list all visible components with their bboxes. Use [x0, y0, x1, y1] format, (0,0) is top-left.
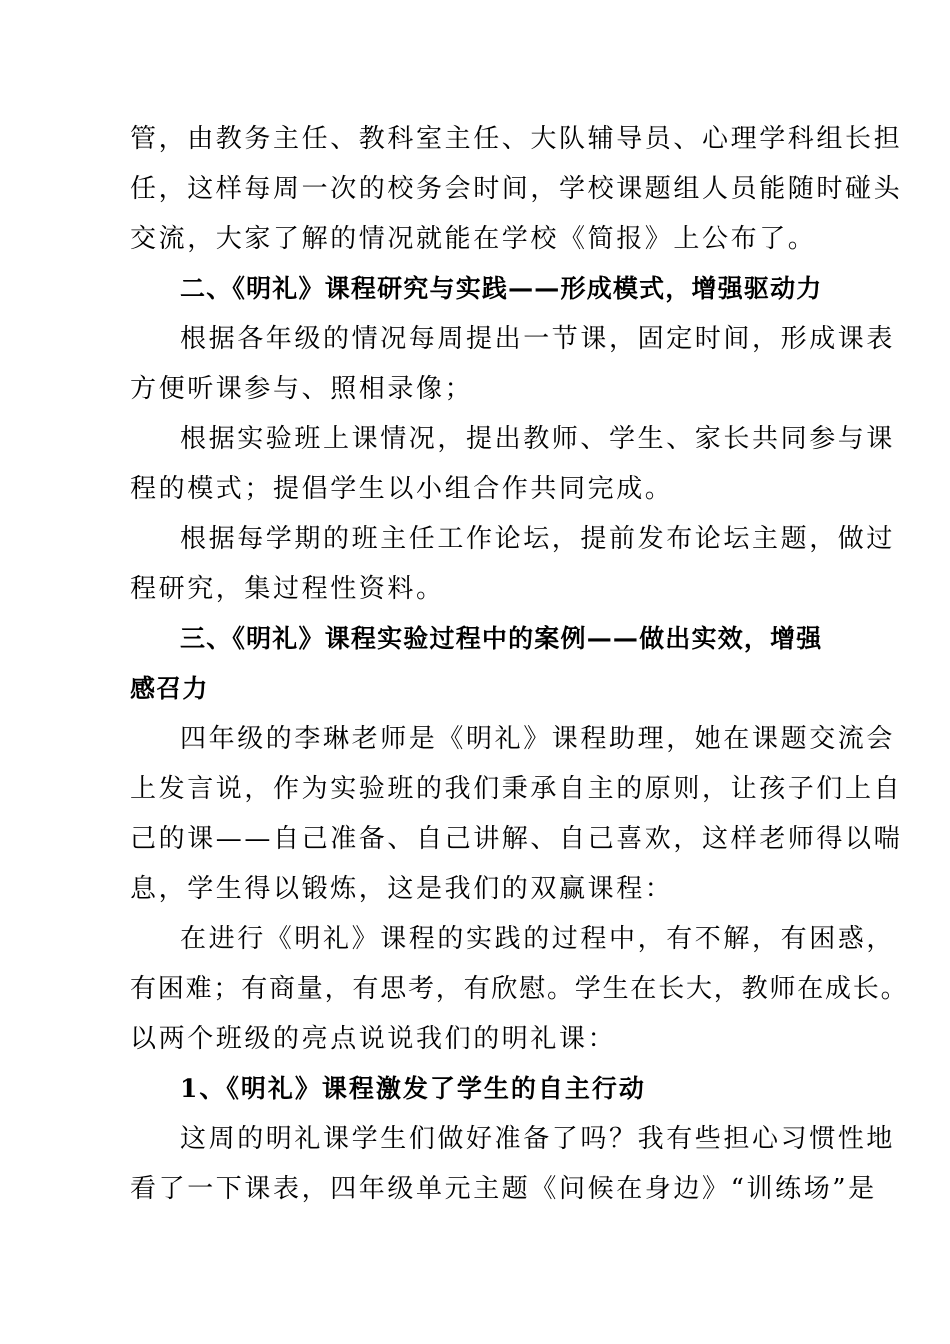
body-text-line: 管，由教务主任、教科室主任、大队辅导员、心理学科组长担 — [130, 124, 903, 154]
section-heading-2: 二、《明礼》课程研究与实践——形成模式，增强驱动力 — [180, 274, 823, 303]
body-text-line: 根据每学期的班主任工作论坛，提前发布论坛主题，做过 — [180, 524, 896, 554]
body-text-line: 这周的明礼课学生们做好准备了吗？我有些担心习惯性地 — [180, 1124, 896, 1154]
body-text-line: 交流，大家了解的情况就能在学校《简报》上公布了。 — [130, 224, 817, 254]
body-text-line: 方便听课参与、照相录像； — [130, 374, 474, 404]
body-text-line: 根据实验班上课情况，提出教师、学生、家长共同参与课 — [180, 424, 896, 454]
body-text-line: 以两个班级的亮点说说我们的明礼课： — [130, 1024, 617, 1054]
body-text-line: 根据各年级的情况每周提出一节课，固定时间，形成课表 — [180, 324, 896, 354]
body-text-line: 有困难；有商量，有思考，有欣慰。学生在长大，教师在成长。 — [130, 974, 909, 1004]
section-heading-3-continued: 感召力 — [130, 674, 209, 703]
body-text-line: 程研究，集过程性资料。 — [130, 574, 445, 604]
body-text-line: 在进行《明礼》课程的实践的过程中，有不解，有困惑， — [180, 924, 896, 954]
body-text-line: 四年级的李琳老师是《明礼》课程助理，她在课题交流会 — [180, 724, 896, 754]
body-text-line: 任，这样每周一次的校务会时间，学校课题组人员能随时碰头 — [130, 174, 903, 204]
subsection-heading-1: 1、《明礼》课程激发了学生的自主行动 — [180, 1074, 646, 1103]
section-heading-3: 三、《明礼》课程实验过程中的案例——做出实效，增强 — [180, 624, 823, 653]
body-text-line: 看了一下课表，四年级单元主题《问候在身边》“训练场”是 — [130, 1174, 877, 1204]
body-text-line: 息，学生得以锻炼，这是我们的双赢课程： — [130, 874, 674, 904]
body-text-line: 上发言说，作为实验班的我们秉承自主的原则，让孩子们上自 — [130, 774, 903, 804]
body-text-line: 己的课——自己准备、自己讲解、自己喜欢，这样老师得以喘 — [130, 824, 903, 854]
body-text-line: 程的模式；提倡学生以小组合作共同完成。 — [130, 474, 674, 504]
